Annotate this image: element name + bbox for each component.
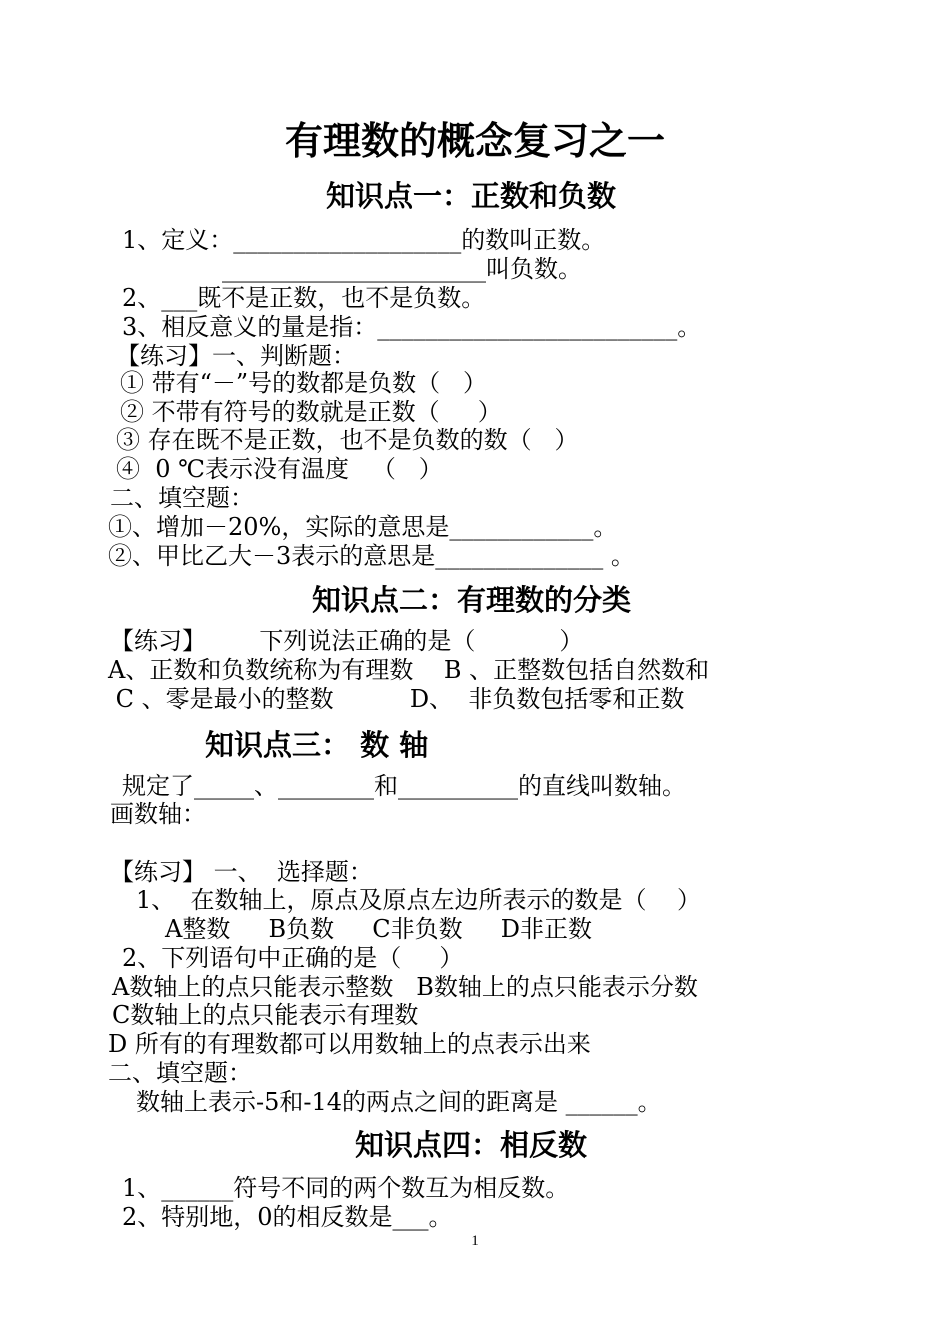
definition-negative: ______________________叫负数。 (222, 255, 582, 283)
section-heading-2: 知识点二：有理数的分类 (312, 583, 632, 617)
question-2: 2、___既不是正数，也不是负数。 (122, 284, 486, 312)
judge-item-3: ③ 存在既不是正数，也不是负数的数（ ） (116, 426, 579, 454)
section-heading-1: 知识点一：正数和负数 (326, 179, 617, 213)
section-heading-3: 知识点三： 数 轴 (205, 728, 429, 762)
fill-heading: 二、填空题： (110, 484, 254, 512)
draw-number-line: 画数轴： (110, 800, 206, 828)
option-ab: A、正数和负数统称为有理数 B 、正整数包括自然数和 (108, 656, 710, 684)
choice-question-2: 2、下列语句中正确的是（ ） (122, 944, 464, 972)
opposite-question-2: 2、特别地，0的相反数是___。 (122, 1203, 453, 1231)
number-line-definition: 规定了_____、________和__________的直线叫数轴。 (122, 772, 686, 800)
choice-question-2-c: C数轴上的点只能表示有理数 (112, 1001, 419, 1029)
judge-item-2: ② 不带有符号的数就是正数（ ） (120, 398, 502, 426)
page-number: 1 (471, 1233, 479, 1249)
judge-item-1: ① 带有“－”号的数都是负数（ ） (120, 369, 488, 397)
fill-distance: 数轴上表示-5和-14的两点之间的距离是 ______。 (136, 1088, 662, 1116)
practice-classification: 【练习】 下列说法正确的是（ ） (110, 627, 584, 655)
fill-item-2: ②、甲比乙大－3表示的意思是______________ 。 (108, 542, 635, 570)
opposite-question-1: 1、______符号不同的两个数互为相反数。 (122, 1174, 570, 1202)
choice-question-1-options: A整数 B负数 C非负数 D非正数 (165, 915, 593, 943)
judge-item-4: ④ 0 ℃表示没有温度 （ ） (116, 455, 443, 483)
practice-choice-heading: 【练习】 一、 选择题： (110, 858, 373, 886)
choice-question-2-d: D 所有的有理数都可以用数轴上的点表示出来 (108, 1030, 591, 1058)
fill-heading-3: 二、填空题： (108, 1059, 252, 1087)
option-cd: C 、零是最小的整数 D、 非负数包括零和正数 (108, 685, 685, 713)
fill-item-1: ①、增加－20%，实际的意思是____________。 (108, 513, 618, 541)
choice-question-2-ab: A数轴上的点只能表示整数 B数轴上的点只能表示分数 (112, 973, 698, 1001)
question-3: 3、相反意义的量是指：_________________________。 (122, 313, 702, 341)
definition-positive: 1、定义：___________________的数叫正数。 (122, 226, 606, 254)
page-title: 有理数的概念复习之一 (284, 119, 665, 163)
practice-judge-heading: 【练习】一、判断题： (116, 342, 356, 370)
choice-question-1: 1、 在数轴上，原点及原点左边所表示的数是（ ） (136, 886, 702, 914)
section-heading-4: 知识点四：相反数 (355, 1128, 588, 1162)
